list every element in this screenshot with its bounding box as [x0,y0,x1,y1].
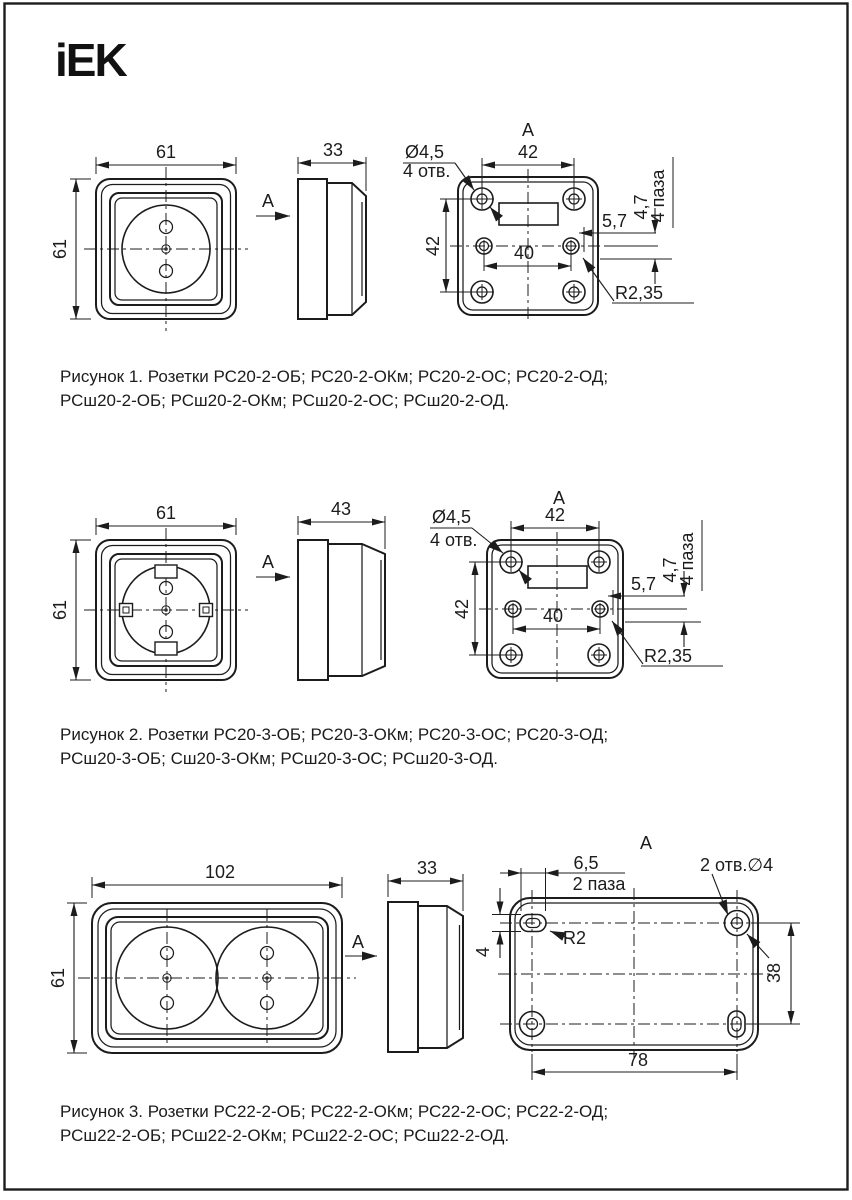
slot-count-label: 4 паза [648,169,668,223]
radius-label: R2,35 [644,646,693,666]
dim-left-label: 42 [452,598,472,620]
page-border [5,4,848,1190]
radius-label: R2 [563,928,587,948]
back-view-label: A [639,833,653,853]
dim-right-label: 38 [764,962,784,984]
caption-figure-2-line2: РСш20-3-ОБ; Сш20-3-ОКм; РСш20-3-ОС; РСш20-3-ОД. [60,749,498,768]
dim-depth-label: 33 [416,858,438,878]
caption-figure-3-line1: Рисунок 3. Розетки РС22-2-ОБ; РС22-2-ОКм; РС22-2-ОС; РС22-2-ОД; [60,1102,609,1121]
section-label-a: A [351,932,365,952]
logo-text: iEK [55,34,126,86]
caption-figure-1-line2: РСш20-2-ОБ; РСш20-2-ОКм; РСш20-2-ОС; РСш20-2-ОД. [60,391,510,410]
back-view-label: A [552,488,566,508]
dim-height-label: 61 [48,967,68,989]
dim-width-label: 102 [204,862,236,882]
slot-count-label: 4 паза [677,532,697,586]
back-view-label: A [521,120,535,140]
dim-slot-label: 4,7 [631,194,651,220]
hole-count-label: 2 отв.∅4 [700,855,774,875]
dim-depth-label: 33 [322,140,344,160]
section-label-a: A [261,191,275,211]
hole-dia-label: Ø4,5 [405,142,445,162]
dim-bottom-label: 78 [627,1050,649,1070]
caption-figure-3-line2: РСш22-2-ОБ; РСш22-2-ОКм; РСш22-2-ОС; РСш22-2-ОД. [60,1126,510,1145]
dim-height-label: 61 [50,238,70,260]
dim-mid-label: 40 [513,243,535,263]
radius-label: R2,35 [615,283,664,303]
dim-mid-label: 40 [542,606,564,626]
hole-dia-label: Ø4,5 [432,507,472,527]
dim-slot-label: 4,7 [660,557,680,583]
dim-top-label: 42 [517,142,539,162]
dim-left-label: 42 [423,235,443,257]
slot-count-label: 2 паза [572,874,626,894]
caption-figure-2-line1: Рисунок 2. Розетки РС20-3-ОБ; РС20-3-ОКм; РС20-3-ОС; РС20-3-ОД; [60,725,609,744]
dim-depth-label: 43 [330,499,352,519]
dim-height-label: 61 [50,599,70,621]
section-label-a: A [261,552,275,572]
dim-offset-label: 5,7 [631,574,657,594]
dim-offset-label: 5,7 [602,211,628,231]
caption-figure-1-line1: Рисунок 1. Розетки РС20-2-ОБ; РС20-2-ОКм; РС20-2-ОС; РС20-2-ОД; [60,367,609,386]
dim-slot-height-label: 4 [473,946,493,958]
dim-top-label: 42 [544,505,566,525]
hole-count-label: 4 отв. [403,161,451,181]
dim-width-label: 61 [155,142,177,162]
iek-logo [55,34,127,86]
dim-width-label: 61 [155,503,177,523]
dim-slot-width-label: 6,5 [573,853,599,873]
hole-count-label: 4 отв. [430,530,478,550]
